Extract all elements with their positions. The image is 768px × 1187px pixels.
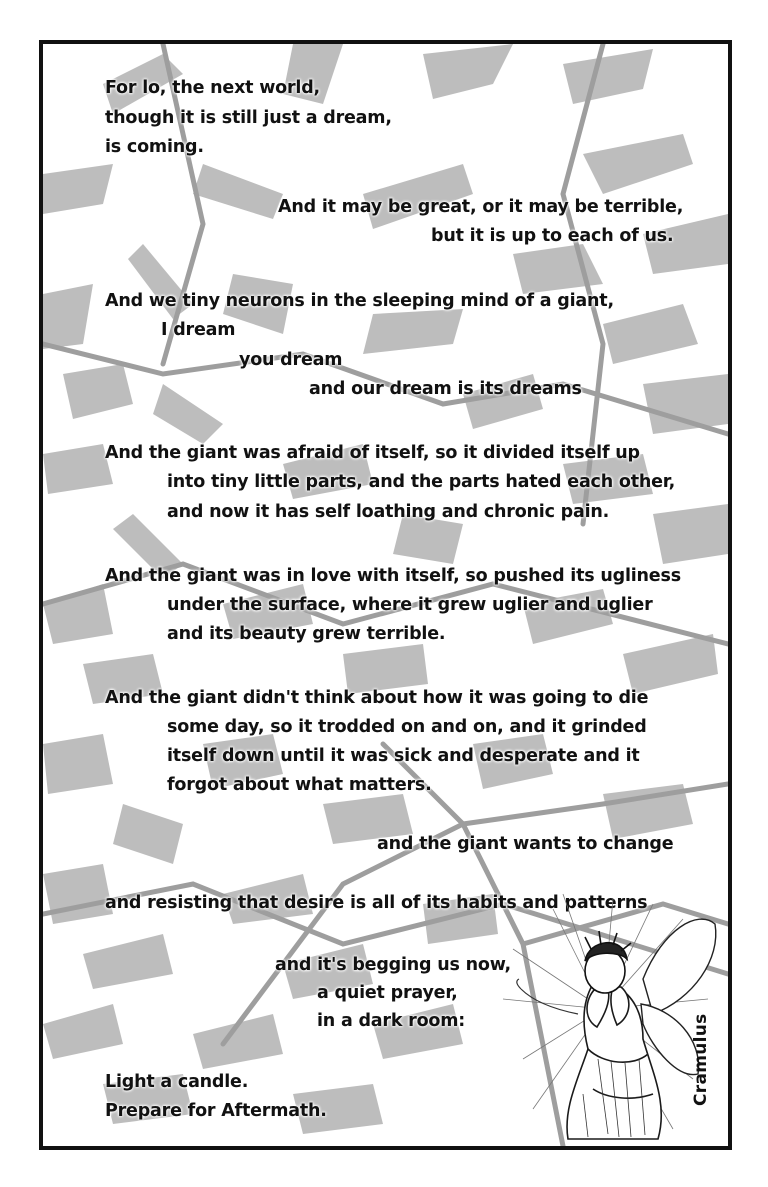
artist-signature: Cramulus — [691, 1013, 711, 1106]
poem-line: in a dark room: — [317, 1011, 466, 1031]
poem-line: but it is up to each of us. — [431, 226, 674, 246]
poem-line: And the giant didn't think about how it was going to die — [105, 688, 649, 708]
poem-line: and its beauty grew terrible. — [167, 624, 446, 644]
poem-line: And the giant was in love with itself, so pushed its ugliness — [105, 566, 681, 586]
poem-line: and our dream is its dreams — [309, 379, 582, 399]
poem-line: and now it has self loathing and chronic pain. — [167, 502, 610, 522]
poem-line: Prepare for Aftermath. — [105, 1101, 327, 1121]
poster-frame — [39, 40, 732, 1150]
poem-line: and the giant wants to change — [377, 834, 674, 854]
poem-line: and it's begging us now, — [275, 955, 511, 975]
poem-line: you dream — [239, 350, 343, 370]
weeping-fairy-illustration — [493, 889, 723, 1146]
poem-line: Light a candle. — [105, 1072, 249, 1092]
poem-line: And the giant was afraid of itself, so it divided itself up — [105, 443, 640, 463]
poem-line: into tiny little parts, and the parts hated each other, — [167, 472, 676, 492]
poem-line: For lo, the next world, — [105, 78, 321, 98]
poem-line: itself down until it was sick and desperate and it — [167, 746, 640, 766]
poem-line: some day, so it trodded on and on, and it grinded — [167, 717, 647, 737]
poem-line: under the surface, where it grew uglier and uglier — [167, 595, 653, 615]
poem-line: And it may be great, or it may be terrible, — [278, 197, 684, 217]
poem-line: a quiet prayer, — [317, 983, 458, 1003]
poem-line: And we tiny neurons in the sleeping mind of a giant, — [105, 291, 614, 311]
poem-line: I dream — [161, 320, 236, 340]
poem-line: and resisting that desire is all of its habits and patterns — [105, 893, 648, 913]
poem-line: though it is still just a dream, — [105, 108, 392, 128]
poem-line: is coming. — [105, 137, 204, 157]
poem-line: forgot about what matters. — [167, 775, 432, 795]
